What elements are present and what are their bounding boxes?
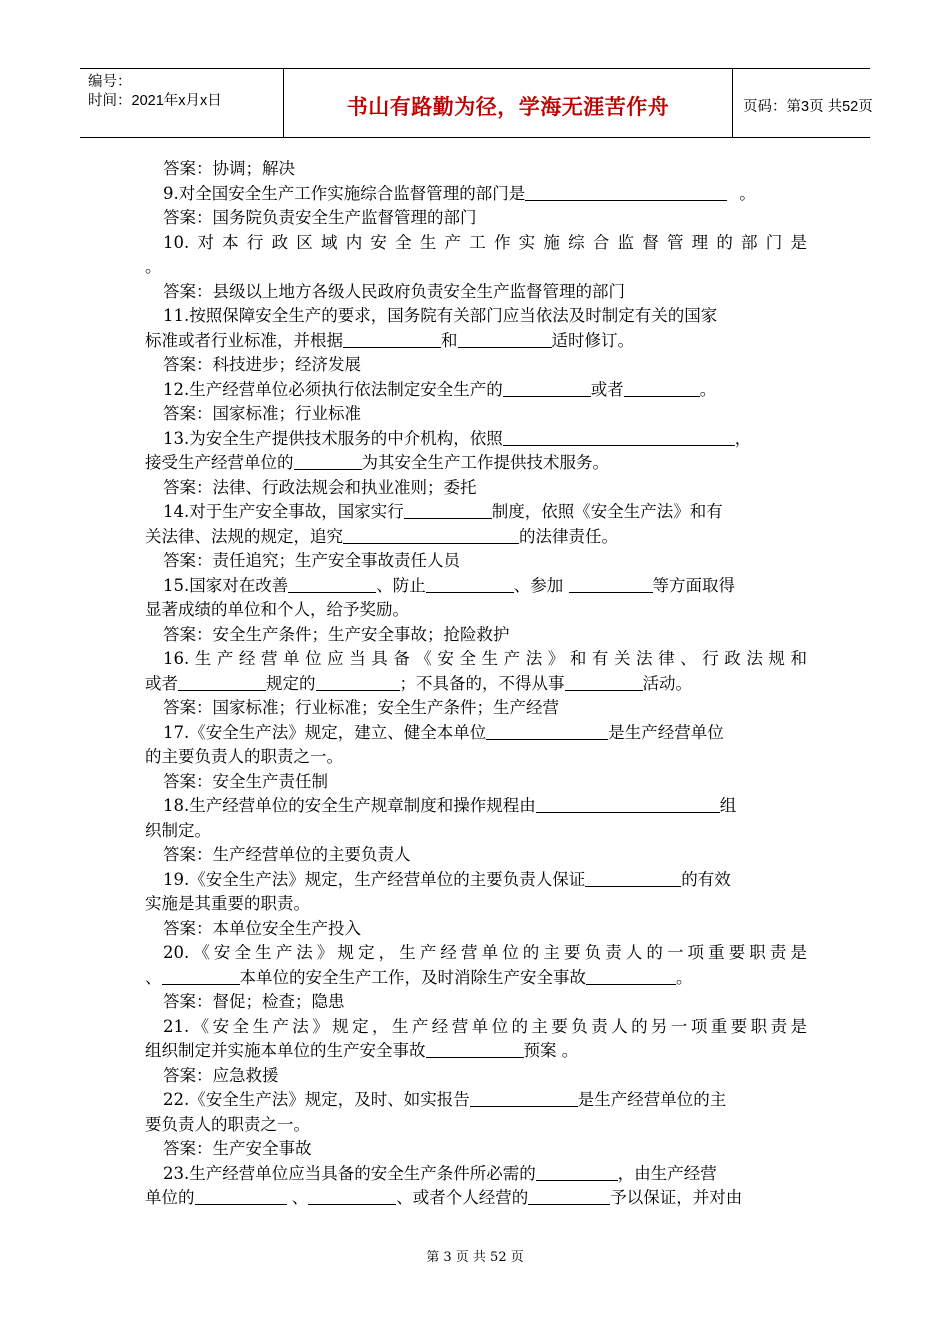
blank xyxy=(585,869,681,887)
question-15: 15.国家对在改善 、防止 、参加 等方面取得 xyxy=(163,575,735,595)
blank xyxy=(528,1187,610,1205)
blank xyxy=(316,673,400,691)
answer-22: 答案：生产安全事故 xyxy=(163,1139,312,1158)
question-21-cont: 组织制定并实施本单位的生产安全事故 预案 。 xyxy=(145,1041,579,1060)
blank xyxy=(195,1187,287,1205)
answer-20: 答案：督促；检查；隐患 xyxy=(163,992,345,1011)
answer-12: 答案：国家标准；行业标准 xyxy=(163,404,361,423)
blank xyxy=(586,967,676,985)
question-19-cont: 实施是其重要的职责。 xyxy=(145,894,310,913)
question-17: 17.《安全生产法》规定，建立、健全本单位 是生产经营单位 xyxy=(163,722,724,742)
blank xyxy=(503,379,591,397)
answer-10: 答案：县级以上地方各级人民政府负责安全生产监督管理的部门 xyxy=(163,281,625,301)
question-15-cont: 显著成绩的单位和个人，给予奖励。 xyxy=(145,600,409,619)
answer-8: 答案：协调；解决 xyxy=(163,159,295,178)
motto: 书山有路勤为径，学海无涯苦作舟 xyxy=(346,95,670,119)
blank xyxy=(343,526,519,544)
answer-15: 答案：安全生产条件；生产安全事故；抢险救护 xyxy=(163,624,510,644)
blank xyxy=(470,1089,578,1107)
question-18-cont: 织制定。 xyxy=(145,820,211,840)
answer-9: 答案：国务院负责安全生产监督管理的部门 xyxy=(163,208,477,227)
answer-11: 答案：科技进步；经济发展 xyxy=(163,355,361,374)
question-22-cont: 要负责人的职责之一。 xyxy=(145,1114,310,1134)
answer-14: 答案：责任追究；生产安全事故责任人员 xyxy=(163,551,460,570)
answer-21: 答案：应急救援 xyxy=(163,1065,279,1085)
page-number-label: 页码：第3页 共52页 xyxy=(743,99,873,115)
blank xyxy=(178,673,266,691)
answer-19: 答案：本单位安全生产投入 xyxy=(163,918,361,938)
blank xyxy=(486,722,608,740)
question-20: 20.《安全生产法》规定，生产经营单位的主要负责人的一项重要职责是 xyxy=(163,943,807,962)
question-19: 19.《安全生产法》规定，生产经营单位的主要负责人保证 的有效 xyxy=(163,869,731,889)
blank xyxy=(536,795,720,813)
question-10: 10.对本行政区域内安全生产工作实施综合监督管理的部门是 xyxy=(163,232,807,252)
blank xyxy=(343,330,441,348)
question-23-cont: 单位的 、 、或者个人经营的 予以保证，并对由 xyxy=(145,1188,743,1207)
blank xyxy=(569,575,653,593)
question-11-cont: 标准或者行业标准，并根据 和 适时修订。 xyxy=(145,330,634,350)
question-13-cont: 接受生产经营单位的 为其安全生产工作提供技术服务。 xyxy=(145,453,609,472)
blank xyxy=(294,452,362,470)
question-12: 12.生产经营单位必须执行依法制定安全生产的 或者 。 xyxy=(163,379,717,399)
question-13: 13.为安全生产提供技术服务的中介机构，依照 ， xyxy=(163,428,752,448)
answer-18: 答案：生产经营单位的主要负责人 xyxy=(163,845,411,864)
question-17-cont: 的主要负责人的职责之一。 xyxy=(145,747,343,766)
blank xyxy=(624,379,700,397)
question-21: 21.《安全生产法》规定，生产经营单位的主要负责人的另一项重要职责是 xyxy=(163,1016,807,1036)
answer-13: 答案：法律、行政法规会和执业准则；委托 xyxy=(163,477,477,497)
blank xyxy=(503,428,735,446)
question-14: 14.对于生产安全事故，国家实行 制度，依照《安全生产法》和有 xyxy=(163,502,723,521)
document-number-label: 编号： xyxy=(88,74,132,90)
question-9: 9.对全国安全生产工作实施综合监督管理的部门是 。 xyxy=(163,183,756,203)
question-10-cont: 。 xyxy=(145,257,162,276)
date-label: 时间：2021年x月x日 xyxy=(88,93,222,109)
blank xyxy=(525,183,727,201)
blank xyxy=(162,967,240,985)
page-header xyxy=(80,68,873,138)
blank xyxy=(288,575,376,593)
header-right-cell xyxy=(733,69,873,137)
blank xyxy=(536,1163,618,1181)
blank xyxy=(426,575,514,593)
header-middle-cell xyxy=(284,69,733,137)
question-20-cont: 、 本单位的安全生产工作，及时消除生产安全事故 。 xyxy=(145,967,693,987)
blank xyxy=(426,1040,524,1058)
question-18: 18.生产经营单位的安全生产规章制度和操作规程由 组 xyxy=(163,796,737,815)
blank xyxy=(458,330,552,348)
page-footer: 第 3 页 共 52 页 xyxy=(426,1250,524,1265)
answer-17: 答案：安全生产责任制 xyxy=(163,771,328,791)
question-14-cont: 关法律、法规的规定，追究 的法律责任。 xyxy=(145,526,618,546)
question-23: 23.生产经营单位应当具备的安全生产条件所必需的 ，由生产经营 xyxy=(163,1163,717,1183)
document-body xyxy=(145,157,807,1211)
question-22: 22.《安全生产法》规定，及时、如实报告 是生产经营单位的主 xyxy=(163,1090,727,1109)
blank xyxy=(308,1187,396,1205)
header-left-cell xyxy=(80,69,284,137)
blank xyxy=(565,673,643,691)
answer-16: 答案：国家标准；行业标准；安全生产条件；生产经营 xyxy=(163,698,559,717)
blank xyxy=(404,501,492,519)
question-11: 11.按照保障安全生产的要求，国务院有关部门应当依法及时制定有关的国家 xyxy=(163,306,718,325)
question-16: 16.生产经营单位应当具备《安全生产法》和有关法律、行政法规和 xyxy=(163,649,807,668)
question-16-cont: 或者 规定的 ；不具备的，不得从事 活动。 xyxy=(145,673,692,693)
